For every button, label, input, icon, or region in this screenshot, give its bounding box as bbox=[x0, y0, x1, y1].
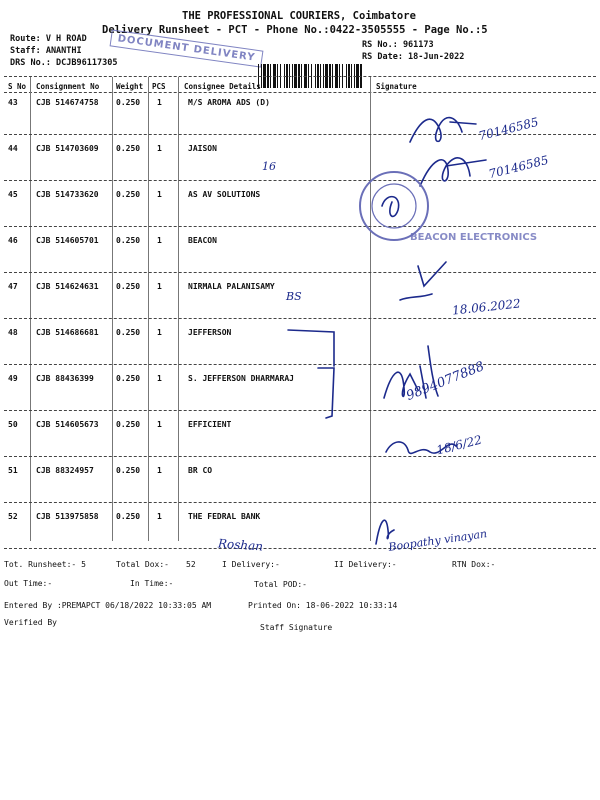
signature-46-scribble bbox=[418, 262, 446, 286]
verified-by: Verified By bbox=[4, 618, 57, 627]
bracket-48-49 bbox=[288, 330, 334, 418]
row-consignment: CJB 514703609 bbox=[36, 144, 99, 153]
ii-delivery: II Delivery:- bbox=[334, 560, 397, 569]
rs-number: RS No.: 961173 bbox=[362, 40, 434, 50]
rs-date: RS Date: 18-Jun-2022 bbox=[362, 52, 465, 62]
row-weight: 0.250 bbox=[116, 190, 141, 199]
row-weight: 0.250 bbox=[116, 98, 141, 107]
total-pod: Total POD:- bbox=[254, 580, 307, 589]
row-sno: 52 bbox=[8, 512, 18, 521]
signature-47-scribble bbox=[400, 294, 432, 300]
row-consignment: CJB 514605673 bbox=[36, 420, 99, 429]
row-consignee: JEFFERSON bbox=[188, 328, 232, 337]
col-sno: S No bbox=[8, 82, 27, 91]
row-consignment: CJB 514605701 bbox=[36, 236, 99, 245]
row-pcs: 1 bbox=[157, 282, 162, 291]
handwritten-52-sign: Boopathy vinayan bbox=[387, 527, 488, 554]
row-consignment: CJB 514733620 bbox=[36, 190, 99, 199]
row-consignment: CJB 514686681 bbox=[36, 328, 99, 337]
row-pcs: 1 bbox=[157, 190, 162, 199]
handwritten-44: 70146585 bbox=[487, 152, 550, 182]
row-consignee: EFFICIENT bbox=[188, 420, 232, 429]
beacon-company-stamp: BEACON ELECTRONICS bbox=[410, 232, 538, 243]
handwritten-50-date: 18/6/22 bbox=[434, 432, 484, 458]
row-consignee: S. JEFFERSON DHARMARAJ bbox=[188, 374, 294, 383]
staff-signature: Staff Signature bbox=[260, 623, 333, 632]
row-weight: 0.250 bbox=[116, 282, 141, 291]
row-pcs: 1 bbox=[157, 374, 162, 383]
col-pcs: PCS bbox=[152, 82, 166, 91]
row-consignee: NIRMALA PALANISAMY bbox=[188, 282, 275, 291]
handwritten-52-name: Roshan bbox=[217, 536, 264, 554]
row-weight: 0.250 bbox=[116, 512, 141, 521]
row-weight: 0.250 bbox=[116, 374, 141, 383]
row-consignee: M/S AROMA ADS (D) bbox=[188, 98, 270, 107]
col-consignment: Consignment No bbox=[36, 82, 100, 91]
entered-by: Entered By :PREMAPCT 06/18/2022 10:33:05 AM bbox=[4, 601, 212, 610]
row-consignment: CJB 88324957 bbox=[36, 466, 94, 475]
rtn-dox: RTN Dox:- bbox=[452, 560, 496, 569]
row-weight: 0.250 bbox=[116, 466, 141, 475]
signature-44-scribble bbox=[420, 158, 486, 186]
row-weight: 0.250 bbox=[116, 328, 141, 337]
route-label: Route: V H ROAD bbox=[10, 34, 87, 44]
row-pcs: 1 bbox=[157, 420, 162, 429]
row-consignment: CJB 513975858 bbox=[36, 512, 99, 521]
row-pcs: 1 bbox=[157, 144, 162, 153]
row-sno: 45 bbox=[8, 190, 18, 199]
row-consignment: CJB 514674758 bbox=[36, 98, 99, 107]
out-time: Out Time:- bbox=[4, 579, 53, 588]
row-sno: 43 bbox=[8, 98, 18, 107]
col-signature: Signature bbox=[376, 82, 417, 91]
signature-43-scribble bbox=[410, 118, 476, 142]
handwritten-47-date: 18.06.2022 bbox=[451, 296, 522, 318]
handwritten-47-name: BS bbox=[286, 290, 302, 303]
company-title: THE PROFESSIONAL COURIERS, Coimbatore bbox=[182, 10, 416, 22]
tot-runsheet: Tot. Runsheet:- 5 bbox=[4, 560, 86, 569]
document-delivery-stamp: DOCUMENT DELIVERY bbox=[110, 29, 264, 67]
row-consignment: CJB 88436399 bbox=[36, 374, 94, 383]
row-sno: 44 bbox=[8, 144, 18, 153]
row-weight: 0.250 bbox=[116, 236, 141, 245]
runsheet-subtitle: Delivery Runsheet - PCT - Phone No.:0422-3505555 - Page No.:5 bbox=[102, 24, 488, 36]
handwritten-43: 70146585 bbox=[477, 114, 540, 144]
handwritten-49-phone: 9894077888 bbox=[404, 359, 487, 404]
row-sno: 47 bbox=[8, 282, 18, 291]
row-consignee: BR CO bbox=[188, 466, 213, 475]
row-sno: 49 bbox=[8, 374, 18, 383]
total-dox: Total Dox:- bbox=[116, 560, 169, 569]
staff-label: Staff: ANANTHI bbox=[10, 46, 82, 56]
row-weight: 0.250 bbox=[116, 144, 141, 153]
printed-on: Printed On: 18-06-2022 10:33:14 bbox=[248, 601, 398, 610]
row-pcs: 1 bbox=[157, 236, 162, 245]
handwritten-44-name: 16 bbox=[262, 160, 276, 173]
total-dox-value: 52 bbox=[186, 560, 196, 569]
row-consignee: JAISON bbox=[188, 144, 217, 153]
row-consignee: THE FEDRAL BANK bbox=[188, 512, 261, 521]
row-consignment: CJB 514624631 bbox=[36, 282, 99, 291]
row-pcs: 1 bbox=[157, 512, 162, 521]
drs-number: DRS No.: DCJB96117305 bbox=[10, 58, 118, 68]
row-sno: 46 bbox=[8, 236, 18, 245]
in-time: In Time:- bbox=[130, 579, 174, 588]
row-consignee: BEACON bbox=[188, 236, 217, 245]
row-sno: 51 bbox=[8, 466, 18, 475]
i-delivery: I Delivery:- bbox=[222, 560, 280, 569]
row-sno: 50 bbox=[8, 420, 18, 429]
col-weight: Weight bbox=[116, 82, 144, 91]
row-weight: 0.250 bbox=[116, 420, 141, 429]
row-pcs: 1 bbox=[157, 328, 162, 337]
row-pcs: 1 bbox=[157, 98, 162, 107]
col-consignee: Consignee Details bbox=[184, 82, 261, 91]
row-pcs: 1 bbox=[157, 466, 162, 475]
row-consignee: AS AV SOLUTIONS bbox=[188, 190, 261, 199]
company-seal-45 bbox=[360, 172, 428, 240]
row-sno: 48 bbox=[8, 328, 18, 337]
